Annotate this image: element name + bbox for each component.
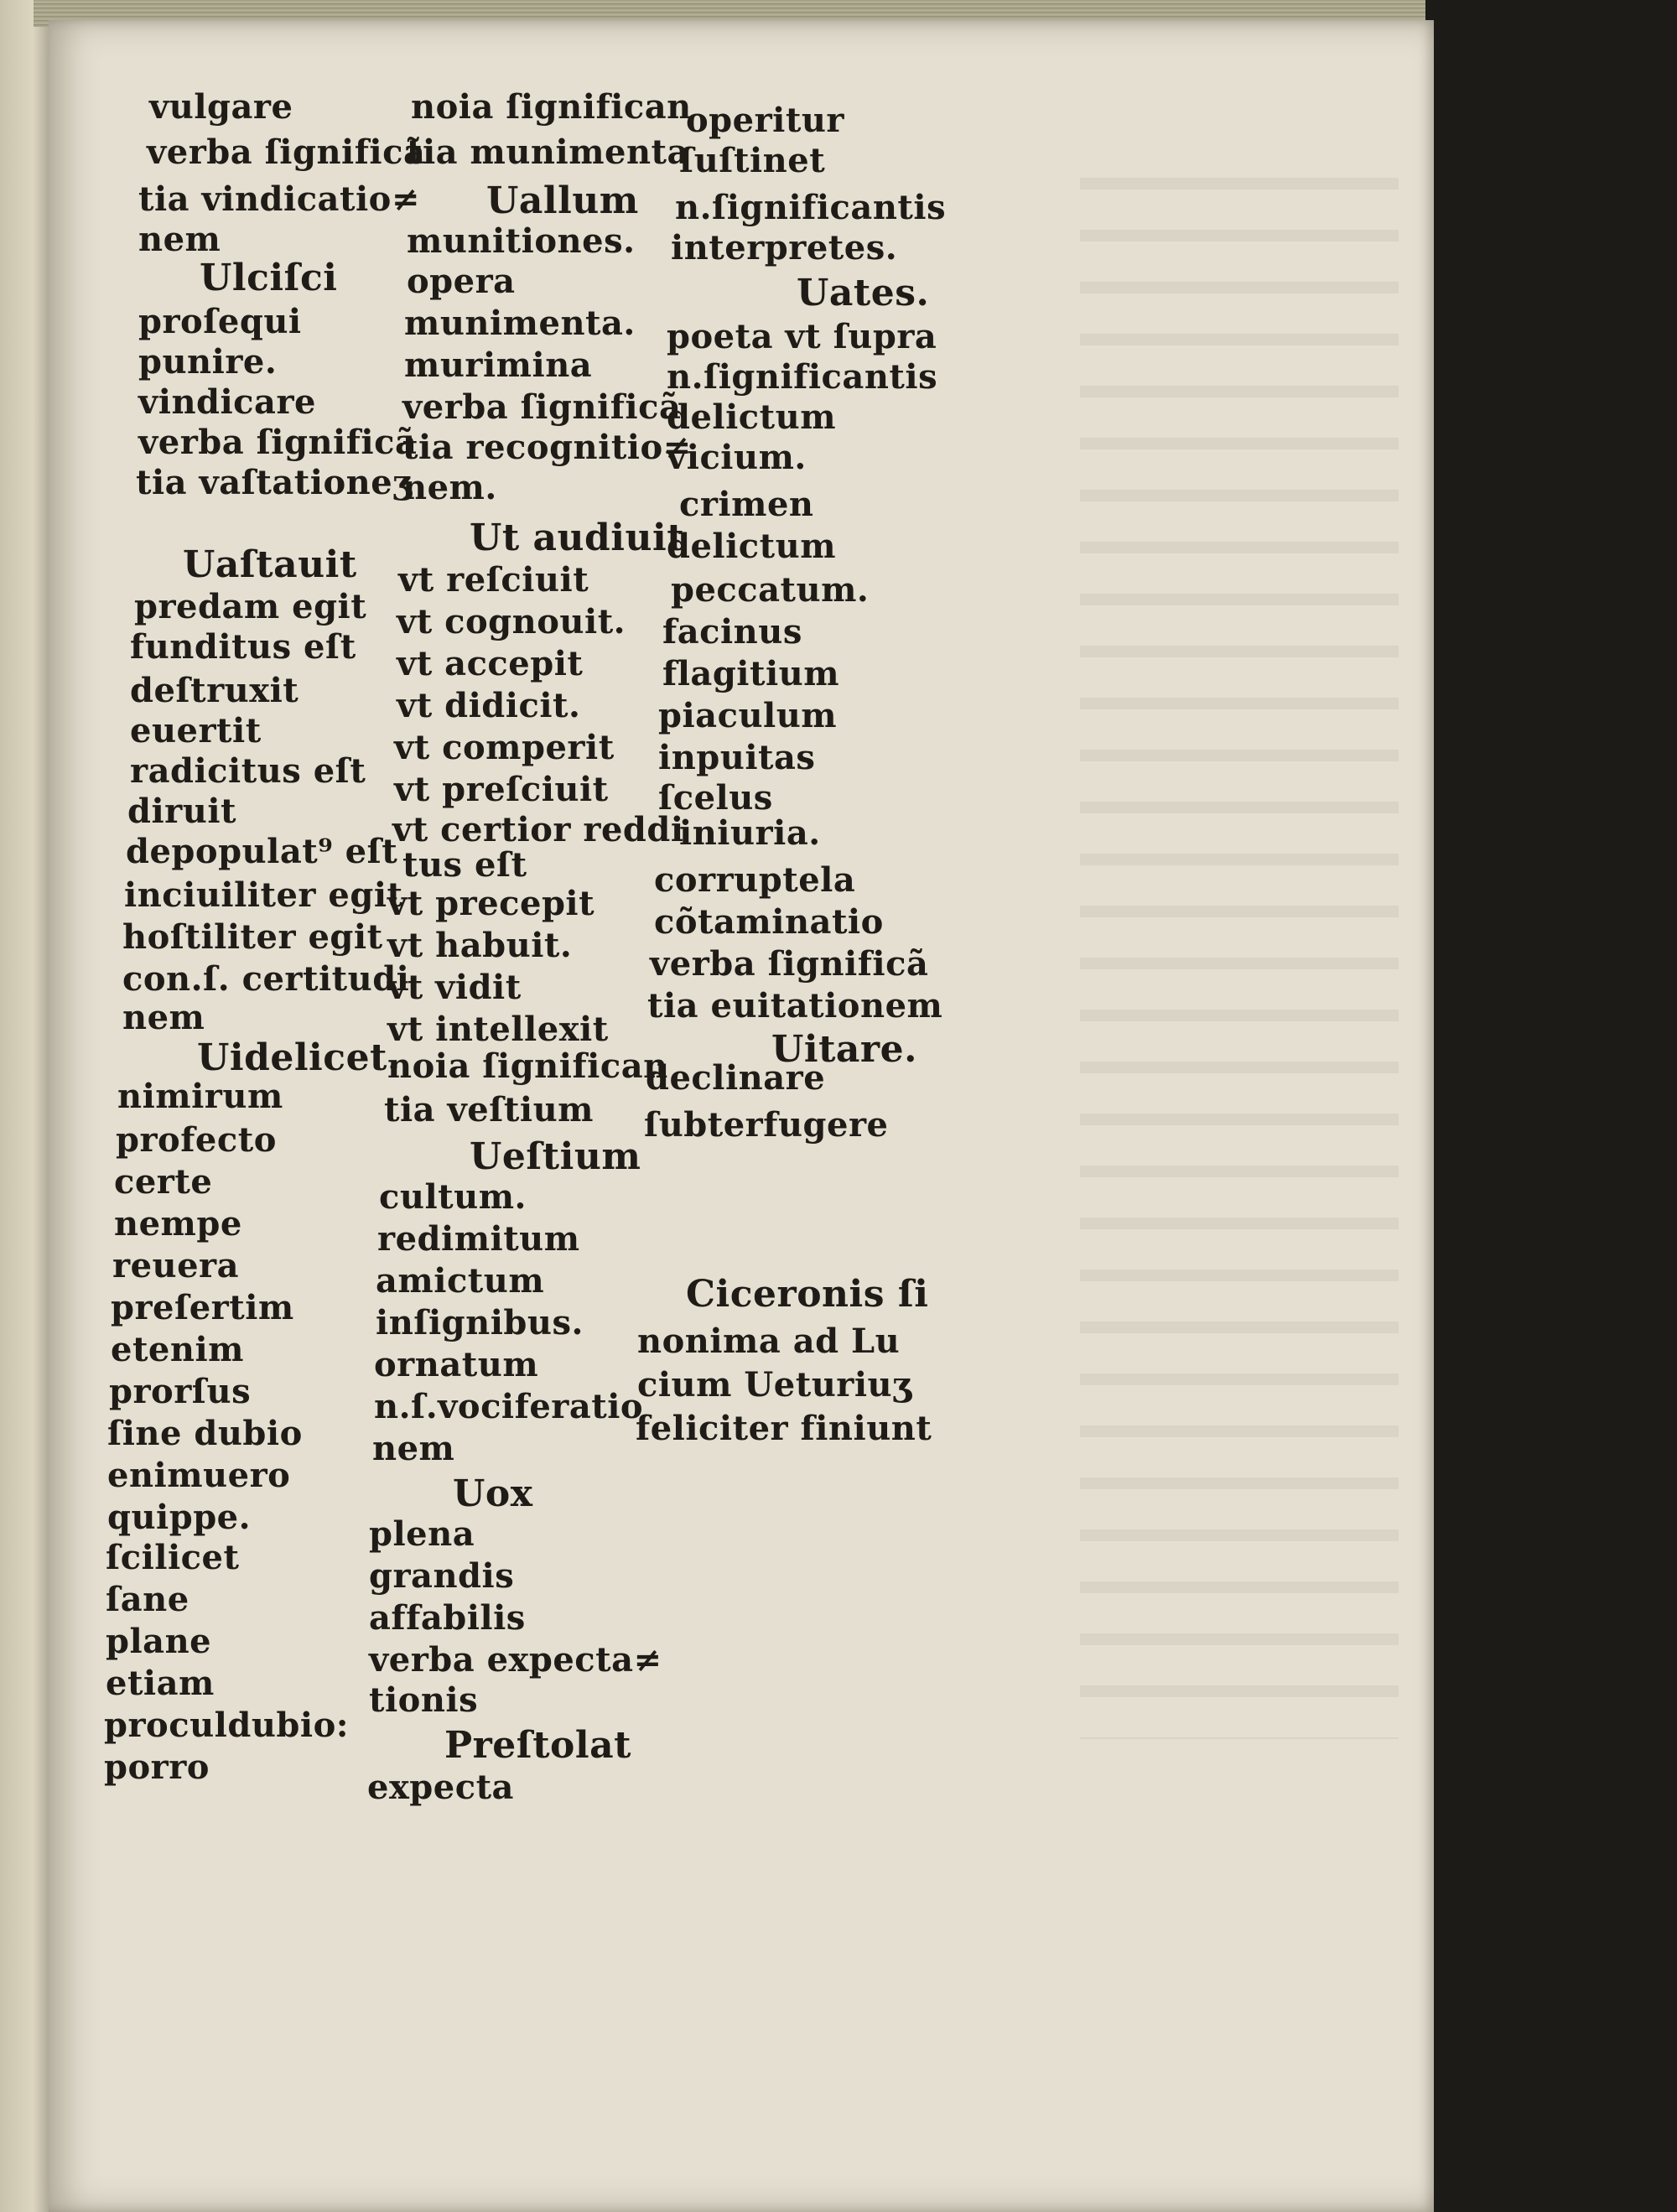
column1-line: ſcilicet: [106, 1538, 240, 1577]
column3-line: declinare: [646, 1058, 826, 1098]
column3-line: piaculum: [658, 696, 838, 735]
column1-line: prorſus: [109, 1372, 252, 1411]
column2-line: tus eſt: [402, 845, 527, 885]
column2-line: tia munimenta: [407, 132, 689, 172]
column1-line: depopulat⁹ eſt: [126, 832, 398, 871]
column3-line: flagitium: [662, 654, 840, 693]
column1-line: etenim: [111, 1330, 244, 1369]
column2-line: expecta: [367, 1768, 514, 1807]
column2-heading: Ut audiuit: [470, 517, 685, 559]
column1-line: euertit: [130, 711, 262, 750]
column1-line: proculdubio:: [104, 1706, 350, 1745]
column2-line: vt reſciuit: [398, 560, 589, 600]
column2-line: affabilis: [369, 1598, 526, 1638]
column2-line: vt cognouit.: [397, 602, 626, 641]
column1-line: proſequi: [138, 302, 302, 341]
column3-line: nonima ad Lu: [637, 1321, 901, 1361]
column3-line: delictum: [667, 397, 837, 437]
column3-heading: Ciceronis ſi: [686, 1273, 929, 1316]
column2-line: tia recognitio≠: [402, 428, 692, 467]
column3-line: corruptela: [654, 860, 856, 900]
column1-line: nem: [138, 220, 221, 259]
column1-line: certe: [114, 1162, 213, 1202]
column1-line: etiam: [106, 1664, 215, 1703]
column1-line: porro: [104, 1747, 210, 1787]
column2-line: tionis: [369, 1680, 479, 1720]
column1-line: verba ſignificã: [147, 132, 426, 172]
column2-line: verba ſignificã: [402, 387, 682, 427]
column1-line: ſine dubio: [107, 1414, 303, 1453]
column2-line: amictum: [376, 1261, 545, 1301]
column1-line: deſtruxit: [130, 671, 299, 710]
column1-line: funditus eſt: [130, 627, 356, 667]
column2-line: noia ſignifican: [387, 1046, 668, 1086]
column1-heading: Ulciſci: [200, 257, 338, 299]
column1-line: profecto: [116, 1120, 277, 1160]
column1-line: vulgare: [149, 87, 293, 127]
column1-line: tia vaſtationeʒ: [136, 463, 413, 502]
column2-line: ornatum: [374, 1345, 539, 1384]
column1-line: tia vindicatio≠: [138, 179, 420, 219]
column2-line: nem: [372, 1429, 455, 1468]
column2-line: vt didicit.: [397, 686, 581, 725]
column3-heading: Uitare.: [771, 1028, 917, 1071]
column2-line: vt habuit.: [387, 926, 573, 965]
column2-heading: Preſtolat: [444, 1724, 631, 1767]
column2-line: vt preſciuit: [394, 770, 609, 809]
column3-line: interpretes.: [671, 228, 898, 267]
column1-line: plane: [106, 1622, 212, 1661]
column1-line: quippe.: [107, 1498, 252, 1537]
show-through-area: [1080, 146, 1399, 1739]
column2-heading: Uox: [453, 1472, 533, 1515]
column3-line: ſcelus: [658, 778, 773, 818]
column1-line: verba ſignificã: [138, 423, 418, 462]
column3-line: cium Ueturiuʒ: [637, 1365, 912, 1405]
column2-line: noia ſignifican: [411, 87, 692, 127]
column3-line: n.ſignificantis: [667, 357, 938, 397]
column3-line: delictum: [667, 527, 837, 566]
column3-line: iniuria.: [679, 813, 821, 853]
column1-line: nimirum: [117, 1077, 283, 1116]
column3-line: inpuitas: [658, 738, 816, 777]
column2-line: vt vidit: [387, 968, 522, 1007]
column3-heading: Uates.: [797, 272, 930, 314]
column2-line: inſignibus.: [376, 1303, 584, 1342]
column2-heading: Ueſtium: [470, 1135, 641, 1178]
column2-line: tia veſtium: [384, 1090, 594, 1129]
column1-line: nempe: [114, 1204, 242, 1244]
column2-line: cultum.: [379, 1177, 527, 1217]
column3-line: vicium.: [667, 438, 807, 477]
column3-line: n.ſignificantis: [675, 188, 947, 227]
column1-line: preſertim: [111, 1288, 294, 1327]
column1-line: vindicare: [138, 382, 316, 422]
column2-line: grandis: [369, 1556, 515, 1596]
column3-line: facinus: [662, 612, 802, 652]
column2-line: plena: [369, 1514, 475, 1554]
column1-line: ſane: [106, 1580, 190, 1619]
column2-line: nem.: [402, 468, 497, 507]
column3-line: peccatum.: [671, 570, 870, 610]
column1-line: radicitus eſt: [130, 751, 366, 791]
column2-line: vt precepit: [387, 884, 595, 923]
column2-line: vt accepit: [397, 644, 584, 683]
column2-line: n.ſ.vociferatio: [374, 1387, 644, 1426]
column2-line: vt comperit: [394, 728, 615, 767]
column3-line: feliciter finiunt: [636, 1409, 932, 1448]
column3-line: operitur: [686, 101, 844, 140]
column3-line: ſubterfugere: [644, 1105, 889, 1145]
column3-line: poeta vt ſupra: [667, 317, 937, 356]
column1-line: enimuero: [107, 1456, 291, 1495]
column2-line: vt intellexit: [387, 1010, 609, 1049]
column1-heading: Uidelicet.: [197, 1036, 401, 1079]
column1-line: reuera: [112, 1246, 240, 1285]
column2-line: murimina: [404, 345, 593, 385]
column1-line: nem: [122, 998, 205, 1037]
column2-heading: Uallum: [486, 179, 639, 222]
column2-line: opera: [407, 262, 516, 301]
column2-line: verba expecta≠: [369, 1640, 662, 1680]
column3-line: cõtaminatio: [654, 902, 884, 942]
column2-line: redimitum: [377, 1219, 580, 1259]
column1-line: diruit: [127, 792, 236, 831]
column2-line: vt certior reddi: [392, 810, 684, 849]
column1-line: punire.: [138, 342, 278, 382]
column3-line: crimen: [679, 485, 814, 524]
column2-line: munimenta.: [404, 304, 636, 343]
column1-line: predam egit: [134, 587, 367, 626]
column2-line: munitiones.: [407, 221, 636, 261]
column1-line: hoſtiliter egit: [122, 917, 383, 957]
column3-line: verba ſignificã: [650, 944, 929, 984]
column1-line: inciuiliter egit: [124, 875, 403, 915]
column3-line: ſuſtinet: [679, 141, 826, 180]
column1-heading: Uaſtauit: [183, 543, 357, 586]
column3-line: tia euitationem: [647, 986, 943, 1026]
column1-line: con.ſ. certitudi: [122, 959, 410, 999]
